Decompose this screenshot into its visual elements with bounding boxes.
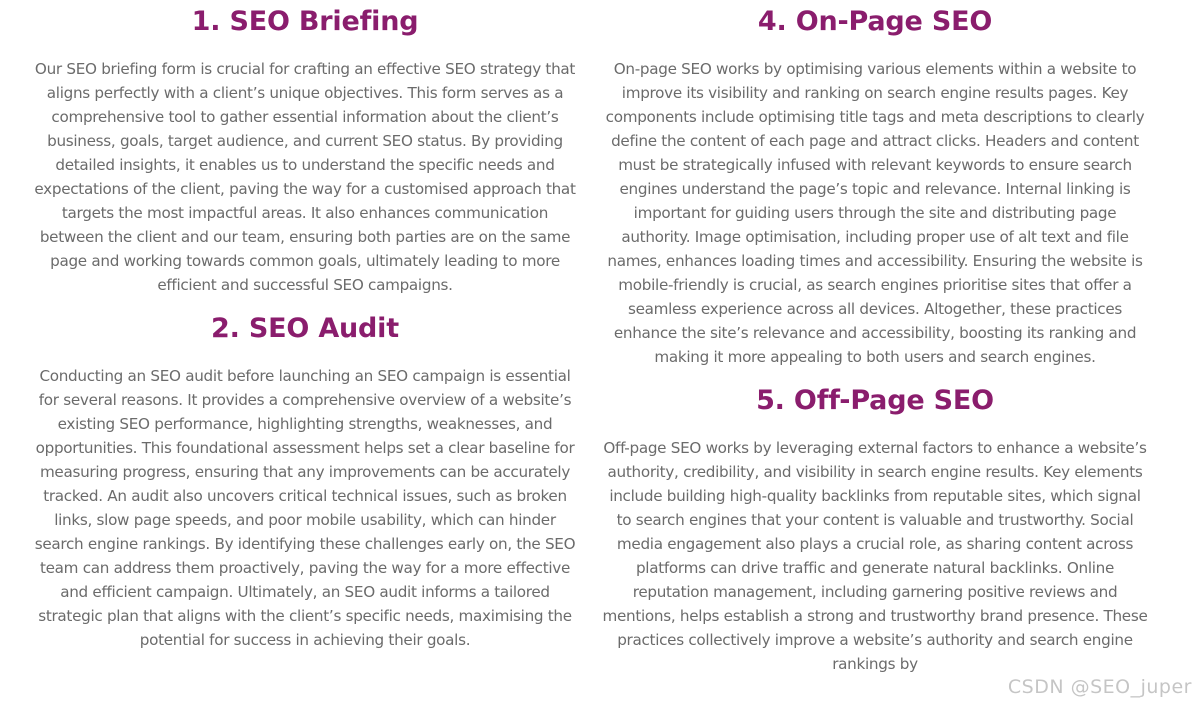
section-body-off-page-seo: Off-page SEO works by leveraging external factors to enhance a website’s authority, credibility, and visibility in search engine results. Key elements include building high-quality backlinks from reputable sites, which signal to search engines that your content is valuable and trustworthy. Social media engagement also plays a crucial role, as sharing content across platforms can drive traffic and generate natural backlinks. Online reputation management, including garnering positive reviews and mentions, helps establish a strong and trustworthy brand presence. These practices collectively improve a website’s authority and search engine rankings by xyxy=(602,439,1148,673)
section-heading-off-page-seo: 5. Off-Page SEO xyxy=(756,385,994,416)
section-body-seo-briefing: Our SEO briefing form is crucial for crafting an effective SEO strategy that aligns perfectly with a client’s unique objectives. This form serves as a comprehensive tool to gather essential information about the client’s business, goals, target audience, and current SEO status. By providing detailed insights, it enables us to understand the specific needs and expectations of the client, paving the way for a customised approach that targets the most impactful areas. It also enhances communication between the client and our team, ensuring both parties are on the same page and working towards common goals, ultimately leading to more efficient and successful SEO campaigns. xyxy=(34,60,576,294)
section-body-on-page-seo: On-page SEO works by optimising various elements within a website to improve its visibility and ranking on search engine results pages. Key components include optimising title tags and meta descriptions to clearly define the content of each page and attract clicks. Headers and content must be strategically infused with relevant keywords to ensure search engines understand the page’s topic and relevance. Internal linking is important for guiding users through the site and distributing page authority. Image optimisation, including proper use of alt text and file names, enhances loading times and accessibility. Ensuring the website is mobile-friendly is crucial, as search engines prioritise sites that offer a seamless experience across all devices. Altogether, these practices enhance the site’s relevance and accessibility, boosting its ranking and making it more appealing to both users and search engines. xyxy=(605,60,1145,366)
watermark: CSDN @SEO_juper xyxy=(1007,676,1192,698)
left-column xyxy=(30,0,580,652)
section-body-seo-audit: Conducting an SEO audit before launching an SEO campaign is essential for several reasons. It provides a comprehensive overview of a website’s existing SEO performance, highlighting strengths, weaknesses, and opportunities. This foundational assessment helps set a clear baseline for measuring progress, ensuring that any improvements can be accurately tracked. An audit also uncovers critical technical issues, such as broken links, slow page speeds, and poor mobile usability, which can hinder search engine rankings. By identifying these challenges early on, the SEO team can address them proactively, paving the way for a more effective and efficient campaign. Ultimately, an SEO audit informs a tailored strategic plan that aligns with the client’s specific needs, maximising the potential for success in achieving their goals. xyxy=(34,367,576,649)
section-heading-seo-audit: 2. SEO Audit xyxy=(211,313,399,344)
right-column xyxy=(600,0,1150,676)
section-heading-on-page-seo: 4. On-Page SEO xyxy=(757,6,993,37)
section-heading-seo-briefing: 1. SEO Briefing xyxy=(191,6,419,37)
